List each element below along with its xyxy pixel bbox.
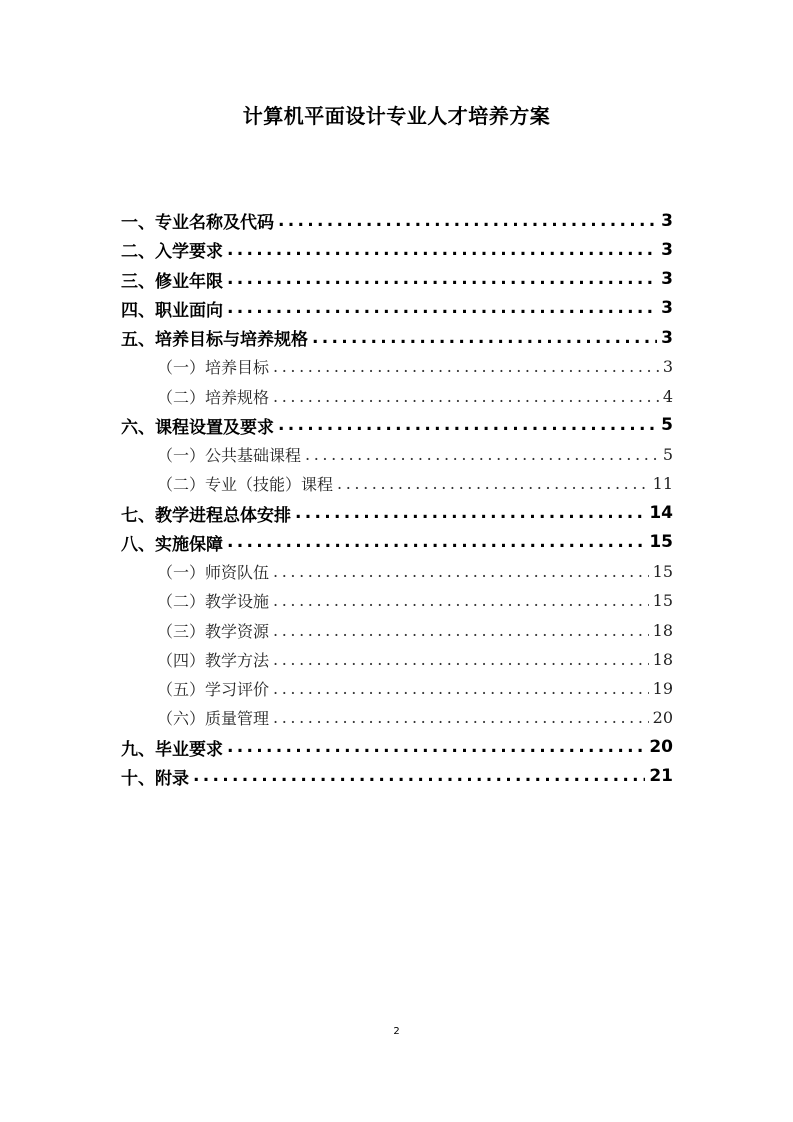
toc-entry-label: 一、专业名称及代码	[121, 208, 278, 233]
toc-entry-label: 八、实施保障	[121, 530, 227, 555]
toc-entry-page: 3	[662, 357, 673, 377]
toc-entry-page: 15	[652, 591, 673, 611]
toc-entry-page: 19	[652, 679, 673, 699]
toc-subentry[interactable]	[121, 469, 673, 498]
toc-subentry[interactable]	[121, 440, 673, 469]
document-title: 计算机平面设计专业人才培养方案	[242, 104, 551, 128]
toc-subentry[interactable]	[121, 616, 673, 645]
toc-leader-dots	[227, 532, 645, 552]
toc-leader-dots	[278, 415, 657, 435]
toc-entry-label: 九、毕业要求	[121, 735, 227, 760]
toc-leader-dots	[273, 591, 649, 610]
toc-leader-dots	[227, 298, 657, 318]
toc-leader-dots	[305, 445, 659, 464]
toc-leader-dots	[273, 387, 659, 406]
toc-entry-page: 3	[661, 327, 673, 348]
toc-entry-page: 5	[662, 445, 673, 465]
toc-entry-label: （四）教学方法	[157, 648, 273, 671]
toc-leader-dots	[227, 737, 645, 757]
toc-leader-dots	[273, 621, 649, 640]
toc-entry-label: （一）师资队伍	[157, 560, 273, 583]
toc-entry-label: （二）专业（技能）课程	[157, 472, 337, 495]
toc-leader-dots	[227, 269, 657, 289]
toc-entry-page: 3	[661, 210, 673, 231]
toc-subentry[interactable]	[121, 674, 673, 703]
toc-leader-dots	[273, 562, 649, 581]
toc-entry-label: 十、附录	[121, 764, 193, 789]
toc-leader-dots	[278, 211, 657, 231]
toc-entry-page: 4	[662, 386, 673, 406]
toc-entry[interactable]	[121, 499, 673, 528]
toc-entry-page: 15	[649, 532, 673, 553]
toc-leader-dots	[295, 503, 645, 523]
toc-subentry[interactable]	[121, 382, 673, 411]
toc-entry-label: 三、修业年限	[121, 267, 227, 292]
toc-entry-page: 14	[649, 503, 673, 524]
toc-entry-label: （二）培养规格	[157, 385, 273, 408]
toc-subentry[interactable]	[121, 352, 673, 381]
toc-leader-dots	[273, 679, 649, 698]
toc-subentry[interactable]	[121, 586, 673, 615]
toc-entry[interactable]	[121, 528, 673, 557]
toc-entry-label: 七、教学进程总体安排	[121, 501, 295, 526]
toc-entry-page: 20	[652, 708, 673, 728]
toc-entry-label: 二、入学要求	[121, 237, 227, 262]
toc-entry-page: 5	[661, 415, 673, 436]
toc-entry[interactable]	[121, 733, 673, 762]
toc-leader-dots	[337, 474, 649, 493]
page-number: 2	[393, 1026, 400, 1037]
toc-entry[interactable]	[121, 235, 673, 264]
toc-entry-label: （一）培养目标	[157, 355, 273, 378]
toc-entry-page: 11	[652, 474, 673, 494]
table-of-contents	[121, 206, 673, 791]
toc-entry[interactable]	[121, 265, 673, 294]
toc-entry-page: 15	[652, 562, 673, 582]
toc-entry[interactable]	[121, 762, 673, 791]
toc-entry-label: （三）教学资源	[157, 619, 273, 642]
toc-entry-page: 18	[652, 649, 673, 669]
toc-subentry[interactable]	[121, 557, 673, 586]
toc-entry[interactable]	[121, 206, 673, 235]
toc-entry[interactable]	[121, 294, 673, 323]
toc-entry-label: （五）学习评价	[157, 677, 273, 700]
toc-entry-page: 3	[661, 298, 673, 319]
toc-entry[interactable]	[121, 323, 673, 352]
toc-entry-page: 20	[649, 737, 673, 758]
toc-entry-label: 六、课程设置及要求	[121, 413, 278, 438]
toc-entry-page: 21	[649, 766, 673, 787]
toc-entry-label: （二）教学设施	[157, 589, 273, 612]
toc-leader-dots	[227, 240, 657, 260]
toc-entry-label: 五、培养目标与培养规格	[121, 325, 312, 350]
toc-entry-label: （六）质量管理	[157, 706, 273, 729]
toc-subentry[interactable]	[121, 645, 673, 674]
toc-entry-label: 四、职业面向	[121, 296, 227, 321]
toc-entry-page: 18	[652, 620, 673, 640]
toc-entry[interactable]	[121, 411, 673, 440]
toc-leader-dots	[273, 708, 649, 727]
toc-leader-dots	[273, 357, 659, 376]
toc-subentry[interactable]	[121, 703, 673, 732]
toc-leader-dots	[273, 650, 649, 669]
toc-entry-label: （一）公共基础课程	[157, 443, 305, 466]
toc-entry-page: 3	[661, 239, 673, 260]
toc-leader-dots	[193, 766, 645, 786]
toc-leader-dots	[312, 328, 657, 348]
toc-entry-page: 3	[661, 269, 673, 290]
